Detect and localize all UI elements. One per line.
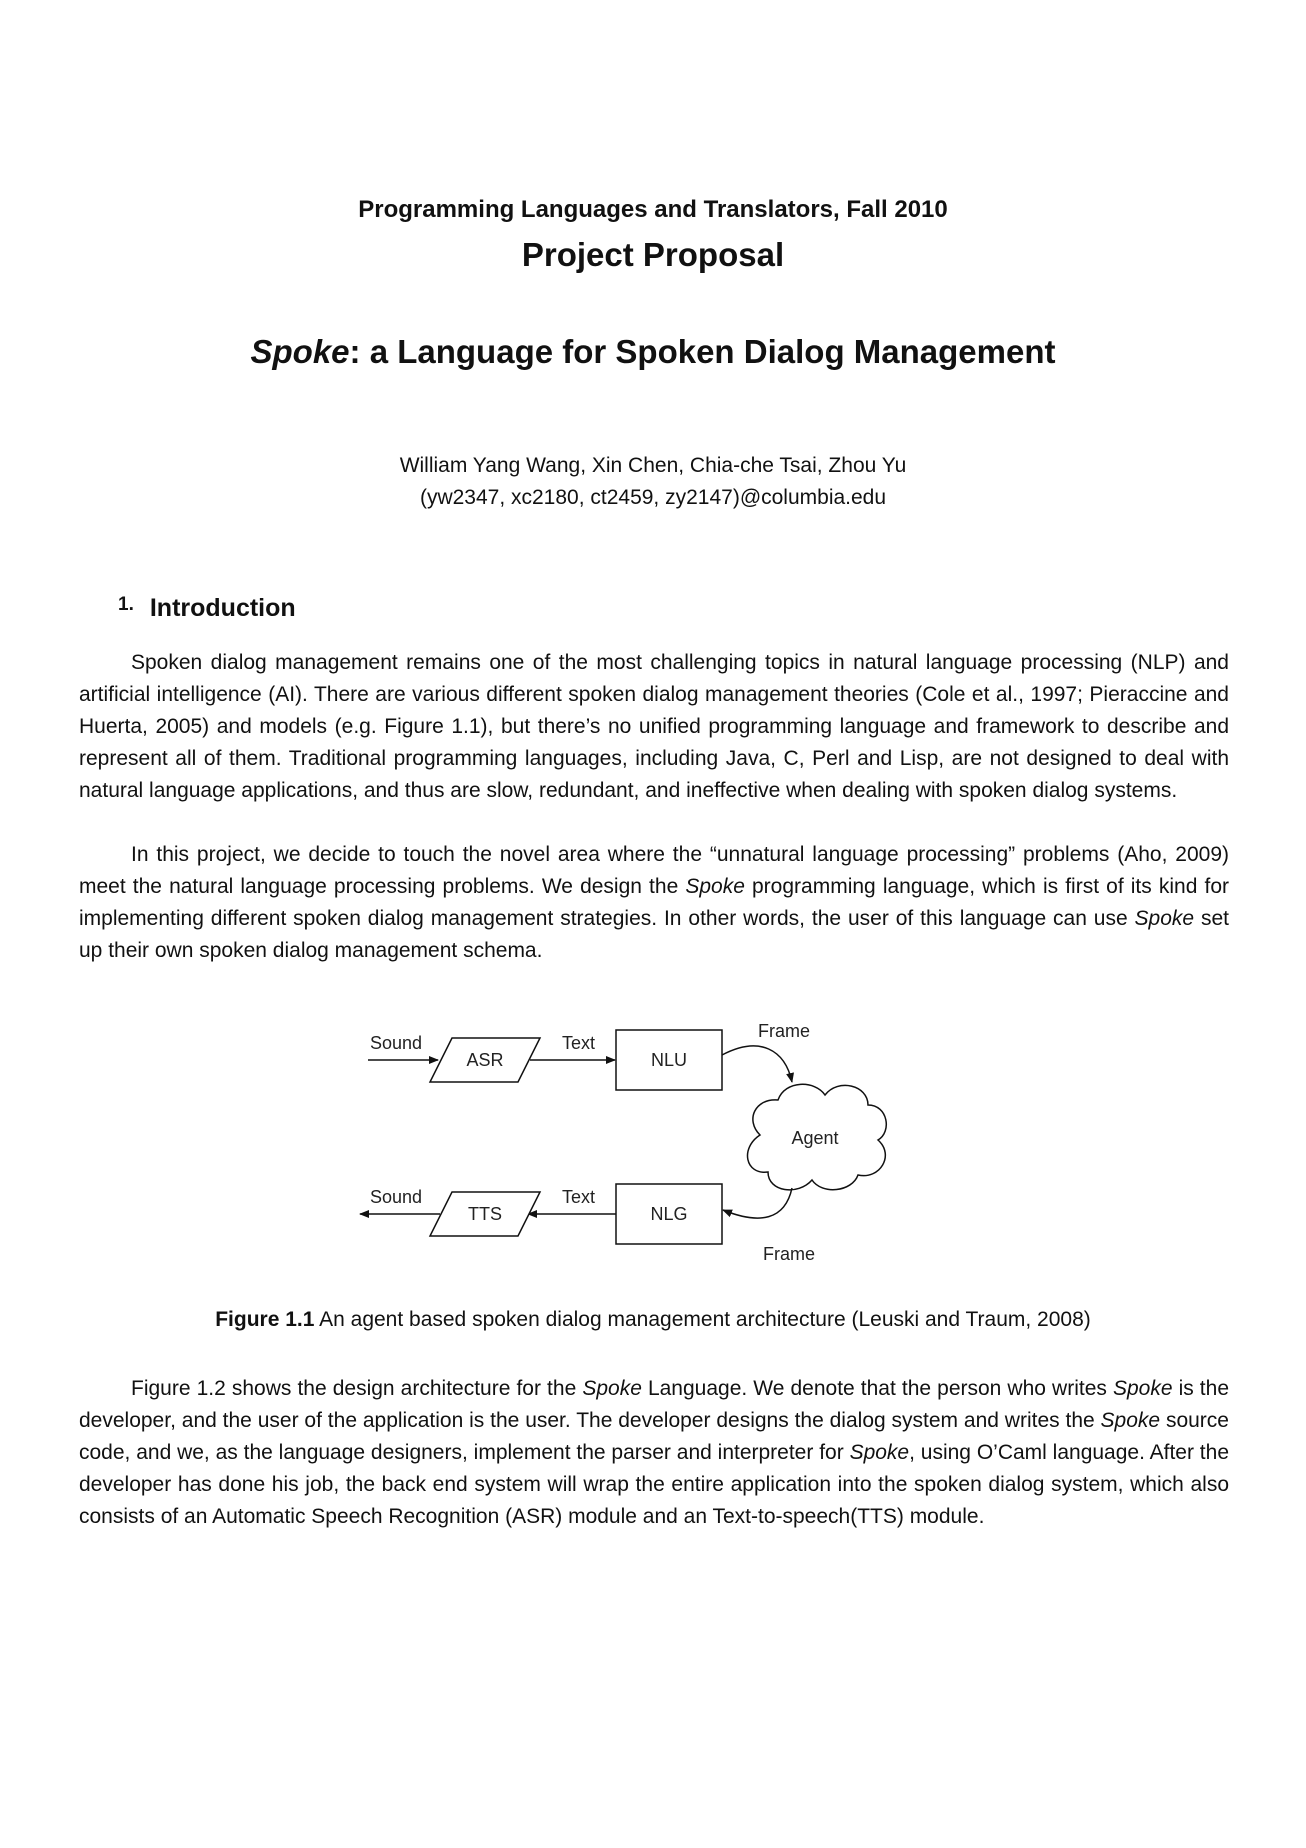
italic-spoke: Spoke xyxy=(1100,1409,1161,1432)
caption-label: Figure 1.1 xyxy=(215,1308,315,1331)
author-block xyxy=(0,450,1306,514)
italic-spoke: Spoke xyxy=(1112,1377,1173,1400)
document-type-heading: Project Proposal xyxy=(521,236,785,273)
architecture-figure xyxy=(340,1010,960,1280)
frame-bottom-label: Frame xyxy=(763,1244,816,1264)
top-text-label: Text xyxy=(562,1033,596,1053)
text-run: is the developer, and the user of the application is the user. The developer designs the dialog system and writes the xyxy=(79,1377,1230,1432)
top-sound-label: Sound xyxy=(370,1033,423,1053)
title-rest: : a Language for Spoken Dialog Management xyxy=(349,333,1056,370)
section-title: Introduction xyxy=(149,594,296,622)
agent-to-nlg-arrow xyxy=(723,1188,792,1218)
text-run: set up their own spoken dialog management schema. xyxy=(79,907,1229,962)
intro-paragraph-2 xyxy=(79,839,1229,967)
text-run: In this project, we decide to touch the novel area where the “unnatural language processing” problems (Aho, 2009) meet the natural language processing problems. We design the xyxy=(79,843,1229,898)
asr-label: ASR xyxy=(466,1050,504,1070)
italic-spoke: Spoke xyxy=(582,1377,642,1400)
figure-caption xyxy=(0,1308,1306,1332)
paper-title xyxy=(0,333,1306,371)
text-run: Figure 1.2 shows the design architecture for the xyxy=(131,1377,583,1400)
text-run: programming language, which is first of its kind for implementing different spoken dialog management strategies. In other words, the user of this language can use xyxy=(79,875,1229,930)
course-heading: Programming Languages and Translators, Fall 2010 xyxy=(358,196,948,223)
author-names: William Yang Wang, Xin Chen, Chia-che Tsai, Zhou Yu xyxy=(399,454,907,477)
frame-top-label: Frame xyxy=(758,1021,811,1041)
text-run: Language. We denote that the person who writes xyxy=(641,1377,1113,1400)
architecture-diagram xyxy=(340,1010,960,1280)
title-italic-word: Spoke xyxy=(250,333,350,370)
italic-spoke: Spoke xyxy=(849,1441,910,1464)
section-number: 1. xyxy=(118,594,134,615)
intro-paragraph-1: Spoken dialog management remains one of the most challenging topics in natural language processing (NLP) and artificial intelligence (AI). There are various different spoken dialog management theories (Cole et al., 1997; Pieraccine and Huerta, 2005) and models (e.g. Figure 1.1), but there’s no unified programming language and framework to describe and represent all of them. Traditional programming languages, including Java, C, Perl and Lisp, are not designed to deal with natural language applications, and thus are slow, redundant, and ineffective when dealing with spoken dialog systems. xyxy=(79,651,1229,802)
italic-spoke: Spoke xyxy=(1134,907,1195,930)
text-run: source code, and we, as the language designers, implement the parser and interpreter for xyxy=(79,1409,1229,1464)
text-run: , using O’Caml language. After the developer has done his job, the back end system will wrap the entire application into the spoken dialog system, which also consists of an Automatic Speech Recognition (ASR) module and an Text-to-speech(TTS) module. xyxy=(79,1441,1229,1528)
section-heading-introduction xyxy=(118,594,296,623)
intro-paragraph-3 xyxy=(79,1373,1229,1533)
nlg-label: NLG xyxy=(650,1204,688,1224)
bottom-text-label: Text xyxy=(562,1187,596,1207)
nlu-to-agent-arrow xyxy=(722,1046,792,1082)
italic-spoke: Spoke xyxy=(685,875,745,898)
caption-text: An agent based spoken dialog management architecture (Leuski and Traum, 2008) xyxy=(314,1308,1091,1331)
nlu-label: NLU xyxy=(650,1050,688,1070)
bottom-sound-label: Sound xyxy=(370,1187,423,1207)
tts-label: TTS xyxy=(468,1204,502,1224)
author-emails: (yw2347, xc2180, ct2459, zy2147)@columbia.edu xyxy=(419,486,887,509)
agent-label: Agent xyxy=(791,1128,839,1148)
